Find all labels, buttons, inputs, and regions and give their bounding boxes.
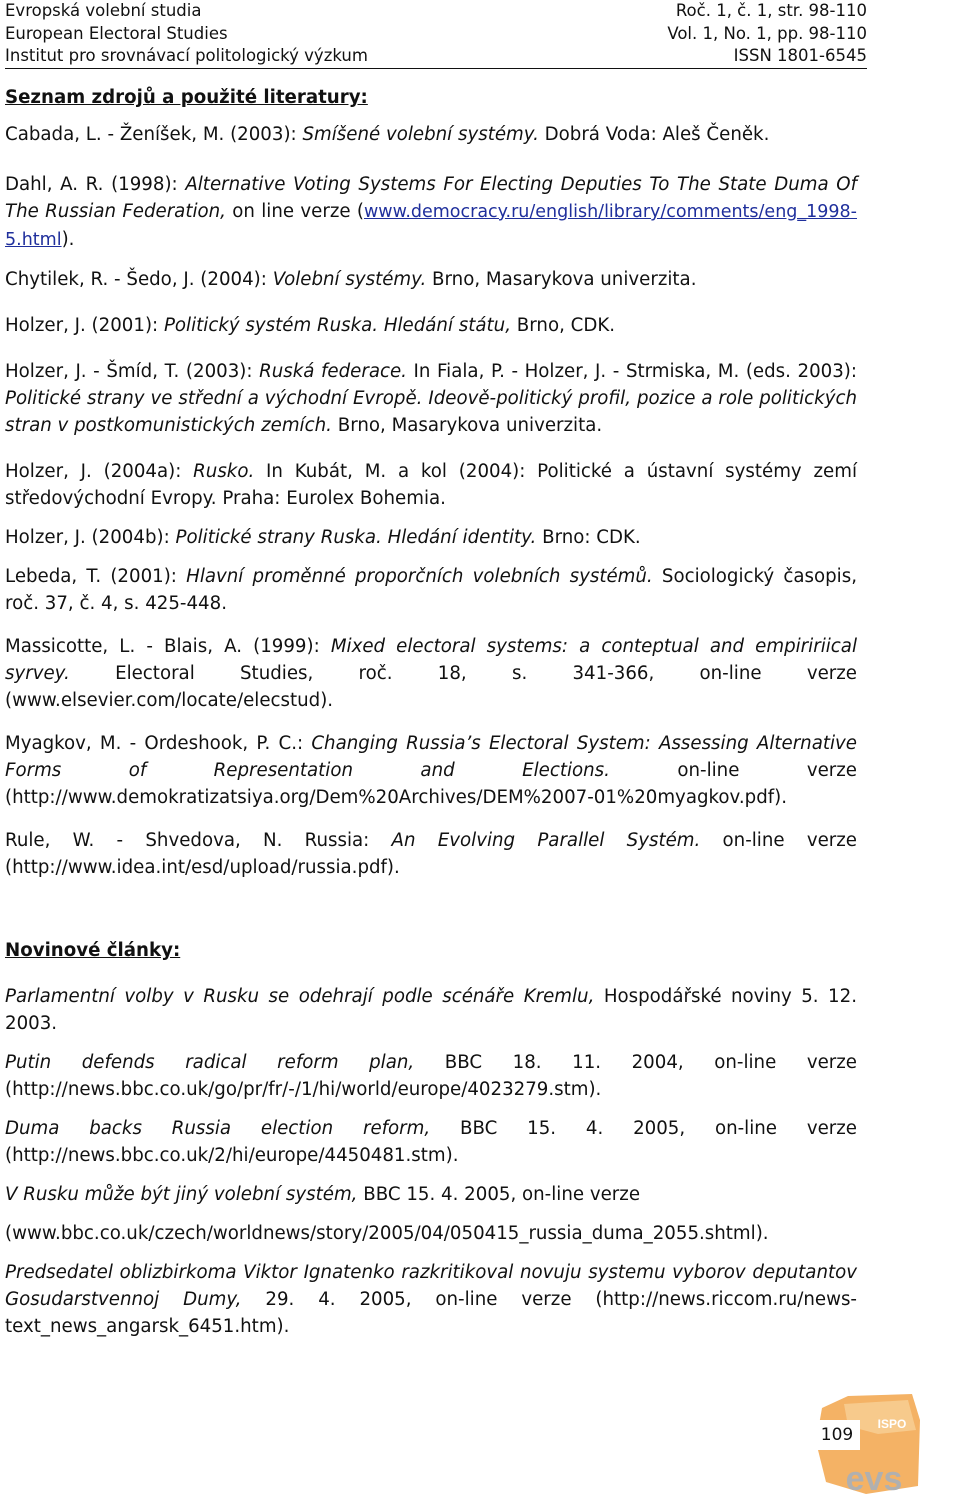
header-divider	[5, 68, 867, 69]
reference-holzer-2001: Holzer, J. (2001): Politický systém Ruska. Hledání státu, Brno, CDK.	[5, 315, 616, 336]
issn: ISSN 1801-6545	[733, 46, 867, 65]
news-article-4: V Rusku může být jiný volební systém, BBC 15. 4. 2005, on-line verze	[5, 1184, 641, 1205]
news-heading: Novinové články:	[5, 940, 181, 961]
header-line-3	[5, 45, 867, 68]
reference-cabada: Cabada, L. - Ženíšek, M. (2003): Smíšené volební systémy. Dobrá Voda: Aleš Čeněk.	[5, 124, 770, 145]
logo-evs-text: evs	[845, 1460, 903, 1497]
running-header	[5, 0, 867, 68]
reference-lebeda: Lebeda, T. (2001): Hlavní proměnné proporčních volebních systémů. Sociologický časopis, roč. 37, č. 4, s. 425-448.	[5, 566, 857, 614]
reference-chytilek: Chytilek, R. - Šedo, J. (2004): Volební systémy. Brno, Masarykova univerzita.	[5, 269, 697, 290]
journal-title-en: European Electoral Studies	[5, 23, 228, 43]
news-article-5: Predsedatel oblizbirkoma Viktor Ignatenko razkritikoval novuju systemu vyborov deputantov Gosudarstvennoj Dumy, 29. 4. 2005, on-line verze (http://news.riccom.ru/news-text_news_angarsk_6451.htm).	[5, 1262, 857, 1337]
document-body	[5, 84, 857, 1340]
institute-name: Institut pro srovnávací politologický výzkum	[5, 46, 368, 65]
reference-rule: Rule, W. - Shvedova, N. Russia: An Evolving Parallel Systém. on-line verze (http://www.idea.int/esd/upload/russia.pdf).	[5, 830, 857, 878]
logo-ispo-text: ISPO	[877, 1417, 907, 1431]
news-article-2: Putin defends radical reform plan, BBC 18. 11. 2004, on-line verze (http://news.bbc.co.uk/go/pr/fr/-/1/hi/world/europe/4023279.stm).	[5, 1052, 857, 1100]
sources-heading: Seznam zdrojů a použité literatury:	[5, 87, 368, 108]
news-article-3: Duma backs Russia election reform, BBC 15. 4. 2005, on-line verze (http://news.bbc.co.uk/2/hi/europe/4450481.stm).	[5, 1118, 857, 1166]
header-line-2	[5, 23, 867, 46]
reference-holzer-2004b: Holzer, J. (2004b): Politické strany Ruska. Hledání identity. Brno: CDK.	[5, 527, 641, 548]
journal-title-cs: Evropská volební studia	[5, 1, 202, 20]
news-article-1: Parlamentní volby v Rusku se odehrají podle scénáře Kremlu, Hospodářské noviny 5. 12. 2003.	[5, 986, 857, 1034]
reference-myagkov: Myagkov, M. - Ordeshook, P. C.: Changing Russia’s Electoral System: Assessing Alternative Forms of Representation and Elections. on-line verze (http://www.demokratizatsiya.org/Dem%20Archives/DEM%2007-01%20myagkov.pdf).	[5, 733, 857, 808]
news-article-4-url: (www.bbc.co.uk/czech/worldnews/story/2005/04/050415_russia_duma_2055.shtml).	[5, 1223, 769, 1244]
reference-dahl: Dahl, A. R. (1998): Alternative Voting Systems For Electing Deputies To The State Duma Of The Russian Federation, on line verze (www.democracy.ru/english/library/comments/eng_1998-5.html).	[5, 174, 857, 250]
reference-holzer-2003: Holzer, J. - Šmíd, T. (2003): Ruská federace. In Fiala, P. - Holzer, J. - Strmiska, M. (eds. 2003): Politické strany ve střední a východní Evropě. Ideově-politický profil, pozice a role politických stran v postkomunistických zemích. Brno, Masarykova univerzita.	[5, 361, 858, 436]
dahl-link[interactable]: www.democracy.ru/english/library/comments/eng_1998-5.html	[5, 202, 857, 250]
page-number: 109	[820, 1425, 854, 1445]
header-line-1	[5, 0, 867, 23]
issue-ref-cs: Roč. 1, č. 1, str. 98-110	[675, 1, 867, 20]
issue-ref-en: Vol. 1, No. 1, pp. 98-110	[667, 23, 867, 43]
reference-holzer-2004a: Holzer, J. (2004a): Rusko. In Kubát, M. a kol (2004): Politické a ústavní systémy zemí středovýchodní Evropy. Praha: Eurolex Bohemia.	[5, 461, 857, 509]
reference-massicotte: Massicotte, L. - Blais, A. (1999): Mixed electoral systems: a conteptual and empiririical syrvey. Electoral Studies, roč. 18, s. 341-366, on-line verze (www.elsevier.com/locate/elecstud).	[5, 636, 857, 711]
